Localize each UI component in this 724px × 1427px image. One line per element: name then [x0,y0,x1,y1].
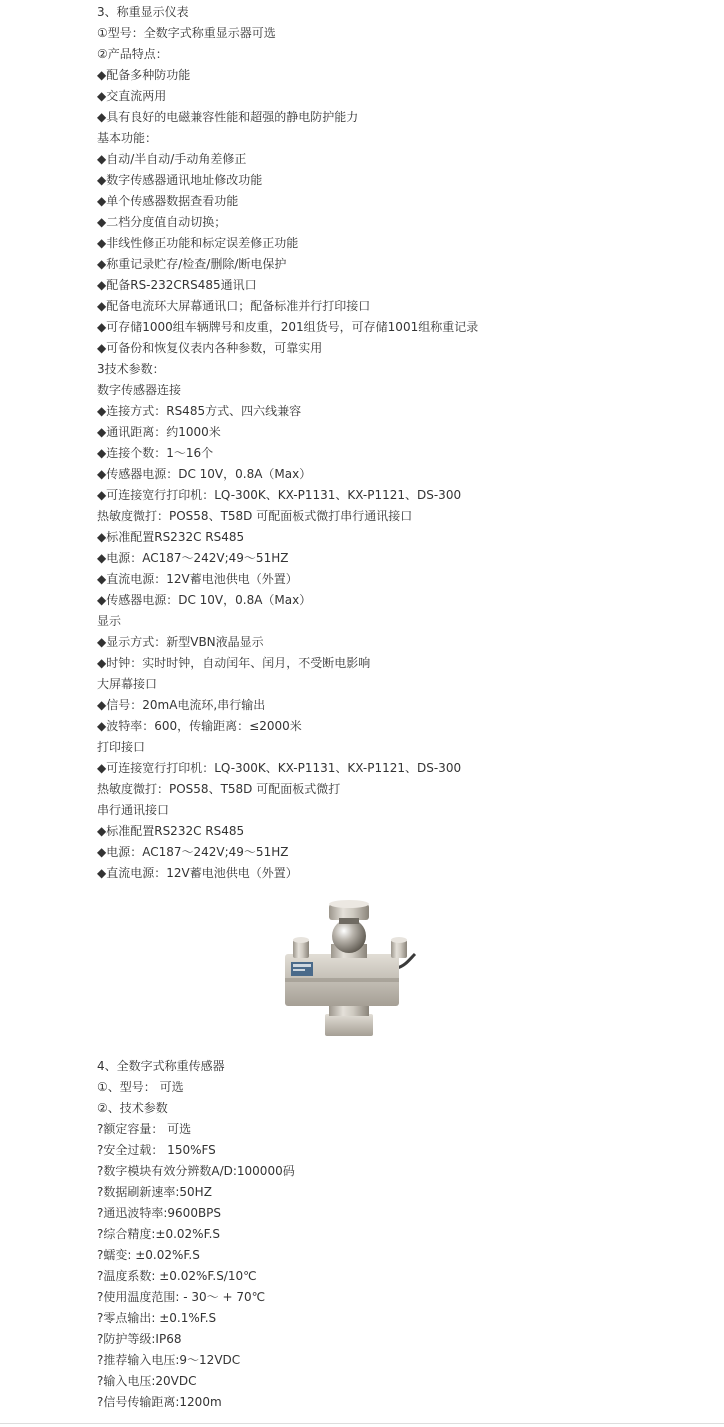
text-line: ②产品特点： [97,47,168,61]
text-line: ◆可连接宽行打印机：LQ-300K、KX-P1131、KX-P1121、DS-300 [97,761,462,775]
text-line: ?防护等级:IP68 [97,1332,182,1346]
text-line: ?数字模块有效分辨数A/D:100000码 [97,1164,295,1178]
text-line: ②、技术参数 [97,1101,168,1115]
text-line: ?信号传输距离:1200m [97,1395,222,1409]
text-line: ◆电源：AC187～242V;49～51HZ [97,845,289,859]
text-line: ◆配备电流环大屏幕通讯口；配备标准并行打印接口 [97,299,371,313]
text-line: ◆可备份和恢复仪表内各种参数，可靠实用 [97,341,323,355]
text-line: 4、全数字式称重传感器 [97,1059,225,1073]
bottom-divider [0,1423,724,1424]
text-line: ?推荐输入电压:9～12VDC [97,1353,241,1367]
text-line: ?使用温度范围: - 30～ + 70℃ [97,1290,266,1304]
text-line: ?额定容量： 可选 [97,1122,192,1136]
text-line: 数字传感器连接 [97,383,182,397]
text-line: 3技术参数： [97,362,165,376]
text-line: ?蠕变: ±0.02%F.S [97,1248,200,1262]
text-line: ◆电源：AC187～242V;49～51HZ [97,551,289,565]
text-line: 基本功能： [97,131,158,145]
text-line: ◆数字传感器通讯地址修改功能 [97,173,263,187]
load-cell-sensor-image [279,896,417,1044]
text-line: ◆配备多种防功能 [97,68,191,82]
text-line: ◆称重记录贮存/检查/删除/断电保护 [97,257,287,271]
text-line: ◆二档分度值自动切换； [97,215,227,229]
text-line: ?通迅波特率:9600BPS [97,1206,222,1220]
text-line: ◆传感器电源：DC 10V，0.8A（Max） [97,593,312,607]
text-line: 3、称重显示仪表 [97,5,189,19]
text-line: 热敏度微打：POS58、T58D 可配面板式微打 [97,782,341,796]
text-line: ?安全过载： 150%FS [97,1143,216,1157]
display-instrument-section [97,0,697,884]
text-line: ◆单个传感器数据查看功能 [97,194,239,208]
text-line: ◆标准配置RS232C RS485 [97,530,245,544]
text-line: ◆具有良好的电磁兼容性能和超强的静电防护能力 [97,110,359,124]
document-content [97,0,697,1413]
text-line: ?输入电压:20VDC [97,1374,197,1388]
text-line: ?数据刷新速率:50HZ [97,1185,212,1199]
text-line: 串行通讯接口 [97,803,170,817]
text-line: ◆通讯距离：约1000米 [97,425,221,439]
text-line: ◆非线性修正功能和标定误差修正功能 [97,236,299,250]
text-line: ?温度系数: ±0.02%F.S/10℃ [97,1269,257,1283]
text-line: ◆时钟：实时时钟，自动闰年、闰月，不受断电影响 [97,656,371,670]
text-line: ◆直流电源：12V蓄电池供电（外置） [97,572,298,586]
text-line: ◆显示方式：新型VBN液晶显示 [97,635,264,649]
load-cell-illustration [279,896,417,1044]
text-line: ◆可连接宽行打印机：LQ-300K、KX-P1131、KX-P1121、DS-300 [97,488,462,502]
text-line: ◆信号：20mA电流环,串行输出 [97,698,266,712]
text-line: ◆自动/半自动/手动角差修正 [97,152,247,166]
text-line: ◆波特率：600，传输距离：≤2000米 [97,719,302,733]
text-line: ◆连接个数：1～16个 [97,446,214,460]
text-line: ◆可存储1000组车辆牌号和皮重，201组货号，可存储1001组称重记录 [97,320,479,334]
text-line: ?零点输出: ±0.1%F.S [97,1311,217,1325]
text-line: 热敏度微打：POS58、T58D 可配面板式微打串行通讯接口 [97,509,413,523]
text-line: ?综合精度:±0.02%F.S [97,1227,220,1241]
text-line: ◆交直流两用 [97,89,167,103]
text-line: ①、型号： 可选 [97,1080,184,1094]
text-line: ◆配备RS-232CRS485通讯口 [97,278,257,292]
text-line: ◆传感器电源：DC 10V，0.8A（Max） [97,467,312,481]
text-line: 显示 [97,614,122,628]
text-line: 打印接口 [97,740,146,754]
text-line: ◆标准配置RS232C RS485 [97,824,245,838]
text-line: 大屏幕接口 [97,677,158,691]
text-line: ◆连接方式：RS485方式、四六线兼容 [97,404,302,418]
text-line: ◆直流电源：12V蓄电池供电（外置） [97,866,298,880]
sensor-section [97,1044,697,1413]
text-line: ①型号：全数字式称重显示器可选 [97,26,276,40]
